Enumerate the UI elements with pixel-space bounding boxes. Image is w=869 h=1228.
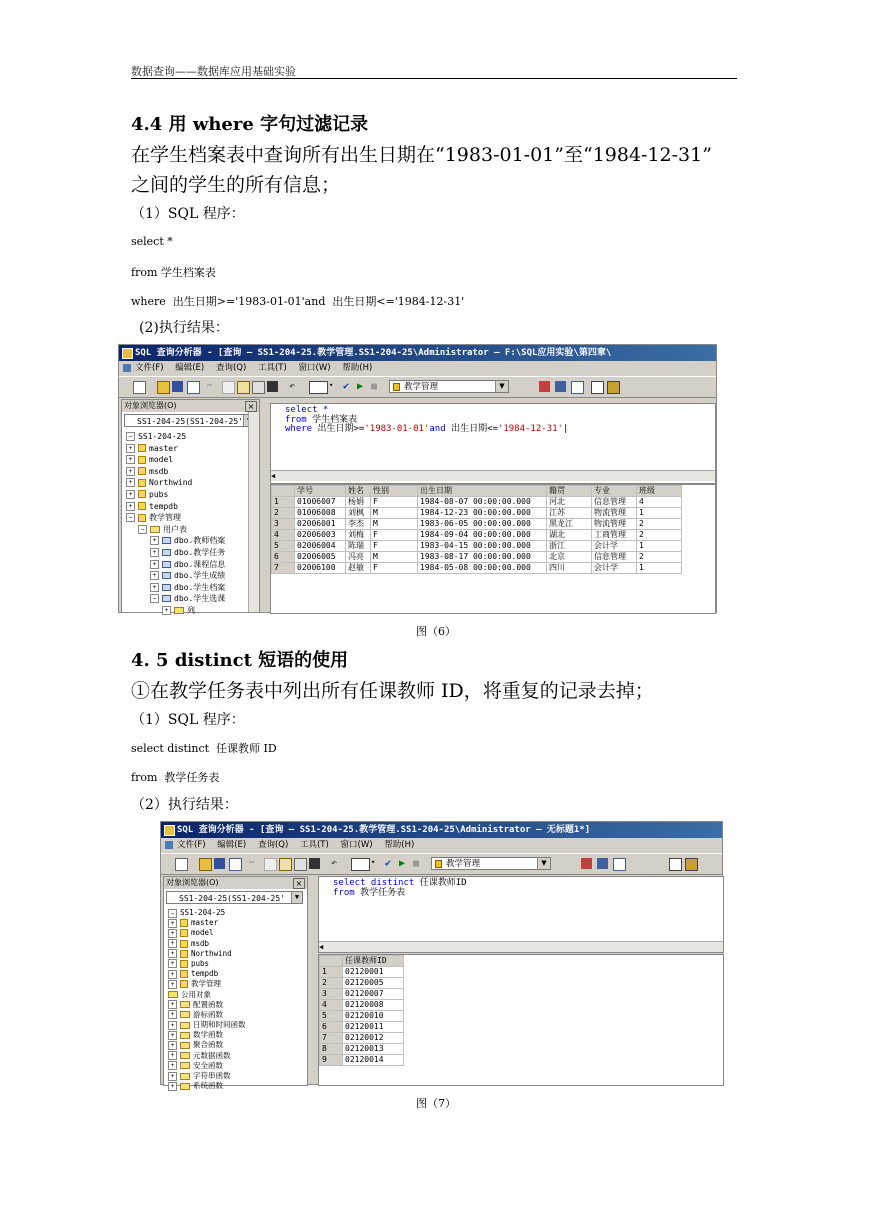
- sql-line: from 学生档案表: [131, 266, 216, 279]
- document-icon: [123, 364, 131, 372]
- grid-corner: [272, 486, 295, 497]
- section-4-5-description: ①在教学任务表中列出所有任课教师 ID，将重复的记录去掉；: [131, 680, 654, 702]
- section-4-4-description-line2: 之间的学生的所有信息；: [131, 174, 341, 196]
- menu-bar: [161, 838, 722, 852]
- row-number: 4: [320, 1000, 343, 1011]
- database-icon: [180, 960, 188, 968]
- cell[interactable]: 江苏: [547, 508, 592, 519]
- cell[interactable]: 1: [637, 563, 682, 574]
- tree-node-folder[interactable]: + 系统函数: [168, 1081, 246, 1091]
- tree-node-table[interactable]: + dbo.课程信息: [126, 559, 225, 571]
- menu-edit[interactable]: 编辑(E): [175, 363, 205, 373]
- window-title: SQL 查询分析器 - [查询 — SS1-204-25.教学管理.SS1-204-25\Administrator — F:\SQL应用实验\第四章\: [135, 348, 612, 358]
- folder-icon: [180, 1001, 190, 1008]
- folder-icon: [150, 526, 160, 533]
- column-header[interactable]: 姓名: [346, 486, 371, 497]
- cell[interactable]: 01006008: [295, 508, 346, 519]
- tree-node-folder[interactable]: + 数学函数: [168, 1030, 246, 1040]
- stop-icon[interactable]: ■: [413, 858, 420, 869]
- tree-node-database[interactable]: + tempdb: [168, 969, 246, 979]
- tree-node-table[interactable]: + dbo.学生档案: [126, 582, 225, 594]
- options-icon[interactable]: [669, 858, 682, 871]
- horizontal-scrollbar[interactable]: ◀: [271, 470, 715, 481]
- document-icon: [165, 841, 173, 849]
- cell[interactable]: 02006001: [295, 519, 346, 530]
- database-select[interactable]: [431, 857, 551, 870]
- copy-icon[interactable]: [264, 858, 277, 871]
- menu-edit[interactable]: 编辑(E): [217, 840, 247, 850]
- options-icon[interactable]: [591, 381, 604, 394]
- cell[interactable]: 刘梅: [346, 530, 371, 541]
- tree-node-database[interactable]: − 教学管理: [126, 512, 225, 524]
- cell[interactable]: 02120010: [343, 1011, 404, 1022]
- cell[interactable]: 02120008: [343, 1000, 404, 1011]
- tree-node-database[interactable]: + pubs: [126, 489, 225, 501]
- clear-window-icon[interactable]: [294, 858, 307, 871]
- figure-caption: 图（7）: [416, 1097, 456, 1110]
- table-row[interactable]: [272, 530, 682, 541]
- menu-tools[interactable]: 工具(T): [257, 363, 287, 373]
- row-number: 5: [272, 541, 295, 552]
- tree-node-database[interactable]: + Northwind: [168, 949, 246, 959]
- cell[interactable]: 工商管理: [592, 530, 637, 541]
- cell[interactable]: 02006004: [295, 541, 346, 552]
- database-select-value: 教学管理: [446, 859, 481, 869]
- chevron-down-icon[interactable]: ▾: [371, 858, 376, 866]
- cell[interactable]: 冯亮: [346, 552, 371, 563]
- horizontal-scrollbar[interactable]: ◀: [319, 941, 723, 952]
- folder-icon: [180, 1062, 190, 1069]
- cell[interactable]: F: [371, 541, 418, 552]
- cell[interactable]: 02120011: [343, 1022, 404, 1033]
- table-row[interactable]: [320, 1022, 404, 1033]
- cell[interactable]: 李杰: [346, 519, 371, 530]
- database-icon: [180, 970, 188, 978]
- cell[interactable]: 河北: [547, 497, 592, 508]
- tree-node-folder[interactable]: + 配置函数: [168, 1000, 246, 1010]
- code-text: 任课教师ID: [414, 878, 467, 888]
- menu-window[interactable]: 窗口(W): [298, 363, 331, 373]
- folder-icon: [168, 991, 178, 998]
- folder-icon: [180, 1052, 190, 1059]
- show-results-pane-icon[interactable]: [607, 381, 620, 394]
- column-header[interactable]: 专业: [592, 486, 637, 497]
- tree-node-database[interactable]: + model: [168, 928, 246, 938]
- query-editor[interactable]: select * from 学生档案表 where 出生日期>='1983-01-01'and 出生日期<='1984-12-31'| ◀: [270, 403, 716, 484]
- tree-node-server[interactable]: − SS1-204-25: [126, 431, 225, 443]
- chevron-down-icon[interactable]: ▼: [291, 892, 302, 903]
- tree-node-folder[interactable]: − 用户表: [126, 524, 225, 536]
- chevron-down-icon[interactable]: ▼: [537, 858, 550, 869]
- object-tree: [168, 908, 246, 1091]
- tree-node-table[interactable]: + dbo.学生成绩: [126, 570, 225, 582]
- toolbar: [119, 376, 716, 398]
- table-row[interactable]: [272, 541, 682, 552]
- row-number: 1: [272, 497, 295, 508]
- tree-node-folder[interactable]: + 日期和时间函数: [168, 1020, 246, 1030]
- table-row[interactable]: [272, 563, 682, 574]
- table-row[interactable]: [320, 989, 404, 1000]
- object-browser-header: [122, 400, 259, 412]
- row-number: 2: [272, 508, 295, 519]
- cell[interactable]: 02120001: [343, 967, 404, 978]
- sql-line: select distinct 任课教师 ID: [131, 742, 277, 755]
- cell[interactable]: 1983-06-05 00:00:00.000: [418, 519, 547, 530]
- database-icon: [138, 514, 146, 522]
- server-select-value: SS1-204-25(SS1-204-25': [179, 894, 285, 903]
- column-header[interactable]: 性别: [371, 486, 418, 497]
- server-select[interactable]: [124, 414, 255, 427]
- column-header[interactable]: 班级: [637, 486, 682, 497]
- database-icon: [180, 919, 188, 927]
- cell[interactable]: 4: [637, 497, 682, 508]
- section-heading-4-4: 4.4 用 where 字句过滤记录: [131, 114, 369, 135]
- clear-window-icon[interactable]: [252, 381, 265, 394]
- object-browser-header: [164, 877, 307, 889]
- cell[interactable]: 湖北: [547, 530, 592, 541]
- database-icon: [180, 950, 188, 958]
- display-plan-icon[interactable]: [539, 381, 550, 392]
- tree-node-folder[interactable]: + 列: [126, 605, 225, 617]
- tree-node-database[interactable]: + master: [168, 918, 246, 928]
- window-title: SQL 查询分析器 - [查询 — SS1-204-25.教学管理.SS1-204-25\Administrator — 无标题1*]: [177, 825, 591, 835]
- row-number: 6: [272, 552, 295, 563]
- table-row[interactable]: [272, 552, 682, 563]
- column-header[interactable]: 籍贯: [547, 486, 592, 497]
- menu-window[interactable]: 窗口(W): [340, 840, 373, 850]
- cell[interactable]: 陈瑞: [346, 541, 371, 552]
- cell[interactable]: M: [371, 519, 418, 530]
- code-keyword: and: [429, 424, 446, 434]
- sql-query-analyzer-window: [118, 344, 717, 613]
- code-string: '1984-12-31': [497, 424, 563, 434]
- grid-corner: [320, 956, 343, 967]
- sql-line: from 教学任务表: [131, 771, 220, 784]
- cell[interactable]: 02120014: [343, 1055, 404, 1066]
- row-number: 9: [320, 1055, 343, 1066]
- cell[interactable]: 1983-04-15 00:00:00.000: [418, 541, 547, 552]
- row-number: 5: [320, 1011, 343, 1022]
- cell[interactable]: 刘枫: [346, 508, 371, 519]
- close-icon[interactable]: ×: [293, 878, 305, 889]
- new-query-icon[interactable]: [175, 858, 188, 871]
- table-row[interactable]: [272, 497, 682, 508]
- section-4-4-description-line1: 在学生档案表中查询所有出生日期在“1983-01-01”至“1984-12-31”: [131, 144, 712, 166]
- save-icon[interactable]: [214, 858, 225, 869]
- table-icon: [162, 595, 171, 602]
- results-mode-icon[interactable]: [309, 381, 328, 394]
- tree-node-database[interactable]: + msdb: [168, 939, 246, 949]
- cell[interactable]: 02006100: [295, 563, 346, 574]
- code-line: select *: [285, 405, 329, 415]
- tree-node-server[interactable]: − SS1-204-25: [168, 908, 246, 918]
- object-browser-title: 对象浏览器(O): [166, 878, 219, 887]
- server-select[interactable]: [166, 891, 303, 904]
- database-icon: [180, 940, 188, 948]
- cell[interactable]: 02006003: [295, 530, 346, 541]
- execute-icon[interactable]: ▶: [357, 381, 364, 392]
- cell[interactable]: 物流管理: [592, 508, 637, 519]
- cell[interactable]: 杨娟: [346, 497, 371, 508]
- cell[interactable]: M: [371, 508, 418, 519]
- folder-icon: [180, 1022, 190, 1029]
- object-browser-icon[interactable]: [597, 858, 608, 869]
- row-number: 1: [320, 967, 343, 978]
- sql-line: select *: [131, 235, 173, 248]
- table-row[interactable]: [320, 1055, 404, 1066]
- row-number: 3: [272, 519, 295, 530]
- result-label: (2)执行结果：: [139, 320, 229, 336]
- database-icon: [138, 502, 146, 510]
- cell[interactable]: 1984-09-04 00:00:00.000: [418, 530, 547, 541]
- open-folder-icon[interactable]: [157, 381, 170, 394]
- row-number: 7: [272, 563, 295, 574]
- vertical-scrollbar[interactable]: [248, 412, 259, 612]
- cell[interactable]: 2: [637, 530, 682, 541]
- tree-node-database[interactable]: + model: [126, 454, 225, 466]
- display-plan-icon[interactable]: [581, 858, 592, 869]
- tree-node-database[interactable]: + msdb: [126, 466, 225, 478]
- cell[interactable]: 02120005: [343, 978, 404, 989]
- figure-caption: 图（6）: [416, 625, 456, 638]
- window-title-bar[interactable]: [161, 822, 722, 838]
- table-icon: [162, 561, 171, 568]
- sql-query-analyzer-window: [160, 821, 723, 1091]
- menu-file[interactable]: 文件(F): [177, 840, 206, 850]
- sql-program-label: （1）SQL 程序：: [131, 712, 245, 728]
- database-icon: [435, 860, 442, 868]
- stop-icon[interactable]: ■: [371, 381, 378, 392]
- tree-node-folder[interactable]: + 元数据函数: [168, 1051, 246, 1061]
- execute-icon[interactable]: ▶: [399, 858, 406, 869]
- tree-node-database[interactable]: + 教学管理: [168, 979, 246, 989]
- tree-node-folder[interactable]: + 聚合函数: [168, 1040, 246, 1050]
- database-icon: [138, 444, 146, 452]
- tree-node-table[interactable]: + dbo.教学任务: [126, 547, 225, 559]
- code-keyword: from: [333, 887, 355, 898]
- table-row[interactable]: [320, 1011, 404, 1022]
- cell[interactable]: 1984-05-08 00:00:00.000: [418, 563, 547, 574]
- object-search-icon[interactable]: [613, 858, 626, 871]
- results-mode-icon[interactable]: [351, 858, 370, 871]
- cell[interactable]: 1: [637, 508, 682, 519]
- paste-icon[interactable]: [279, 858, 292, 871]
- close-icon[interactable]: ×: [245, 401, 257, 412]
- table-row[interactable]: [320, 1033, 404, 1044]
- cell[interactable]: 信息管理: [592, 552, 637, 563]
- code-text: 教学任务表: [354, 887, 406, 898]
- sql-program-label: （1）SQL 程序：: [131, 206, 245, 222]
- tree-node-table[interactable]: − dbo.学生选课: [126, 593, 225, 605]
- undo-icon[interactable]: ↶: [289, 381, 296, 392]
- database-icon: [138, 490, 146, 498]
- folder-icon: [180, 1083, 190, 1090]
- database-select-value: 教学管理: [404, 382, 439, 392]
- object-browser-title: 对象浏览器(O): [124, 401, 177, 410]
- new-query-icon[interactable]: [133, 381, 146, 394]
- cell[interactable]: M: [371, 552, 418, 563]
- cell[interactable]: 物流管理: [592, 519, 637, 530]
- app-icon: [122, 348, 133, 359]
- section-heading-4-5: 4. 5 distinct 短语的使用: [131, 650, 349, 671]
- copy-icon[interactable]: [222, 381, 235, 394]
- cell[interactable]: 1984-08-07 00:00:00.000: [418, 497, 547, 508]
- database-icon: [138, 479, 146, 487]
- results-grid: [318, 954, 724, 1086]
- cell[interactable]: 北京: [547, 552, 592, 563]
- result-label: （2）执行结果：: [131, 797, 238, 813]
- cell[interactable]: 会计学: [592, 563, 637, 574]
- page-header: 数据查询——数据库应用基础实验: [131, 65, 296, 78]
- parse-check-icon[interactable]: ✔: [385, 858, 392, 869]
- window-title-bar[interactable]: [119, 345, 716, 361]
- table-row[interactable]: [320, 1044, 404, 1055]
- tree-node-folder[interactable]: + 字符串函数: [168, 1071, 246, 1081]
- cell[interactable]: F: [371, 530, 418, 541]
- object-browser-icon[interactable]: [555, 381, 566, 392]
- column-header[interactable]: 任课教师ID: [343, 956, 404, 967]
- menu-help[interactable]: 帮助(H): [342, 363, 373, 373]
- table-icon: [162, 537, 171, 544]
- menu-bar: [119, 361, 716, 375]
- code-line: from: [285, 414, 307, 425]
- cell[interactable]: F: [371, 563, 418, 574]
- column-header[interactable]: 学号: [295, 486, 346, 497]
- folder-icon: [180, 1011, 190, 1018]
- cut-icon[interactable]: ✂: [207, 381, 213, 391]
- table-row[interactable]: [320, 978, 404, 989]
- table-row[interactable]: [272, 519, 682, 530]
- database-icon: [180, 980, 188, 988]
- cell[interactable]: 1983-08-17 00:00:00.000: [418, 552, 547, 563]
- column-header[interactable]: 出生日期: [418, 486, 547, 497]
- cell[interactable]: 信息管理: [592, 497, 637, 508]
- cell[interactable]: 1984-12-23 00:00:00.000: [418, 508, 547, 519]
- cell[interactable]: 01006007: [295, 497, 346, 508]
- find-icon[interactable]: [267, 381, 278, 392]
- save-icon[interactable]: [172, 381, 183, 392]
- database-icon: [138, 467, 146, 475]
- code-text: 出生日期>=: [312, 424, 365, 434]
- tree-node-database[interactable]: + Northwind: [126, 477, 225, 489]
- code-keyword: select distinct: [333, 878, 415, 888]
- row-number: 6: [320, 1022, 343, 1033]
- table-icon: [162, 584, 171, 591]
- row-number: 4: [272, 530, 295, 541]
- cell[interactable]: 赵敏: [346, 563, 371, 574]
- menu-query[interactable]: 查询(Q): [215, 363, 247, 373]
- row-number: 7: [320, 1033, 343, 1044]
- object-tree: [126, 431, 225, 617]
- server-select-value: SS1-204-25(SS1-204-25': [137, 417, 243, 426]
- load-script-icon[interactable]: [187, 381, 200, 394]
- table-icon: [162, 549, 171, 556]
- row-number: 2: [320, 978, 343, 989]
- table-icon: [162, 572, 171, 579]
- tree-node-database[interactable]: + tempdb: [126, 501, 225, 513]
- cell[interactable]: 02006005: [295, 552, 346, 563]
- code-string: '1983-01-01': [364, 424, 430, 434]
- query-editor[interactable]: [318, 876, 724, 953]
- folder-icon: [180, 1032, 190, 1039]
- menu-help[interactable]: 帮助(H): [384, 840, 415, 850]
- database-select[interactable]: [389, 380, 509, 393]
- folder-icon: [174, 607, 184, 614]
- code-text: 出生日期<=: [445, 424, 498, 434]
- find-icon[interactable]: [309, 858, 320, 869]
- cell[interactable]: 2: [637, 552, 682, 563]
- cell[interactable]: 四川: [547, 563, 592, 574]
- object-browser-panel: [121, 399, 260, 613]
- cell[interactable]: 浙江: [547, 541, 592, 552]
- tree-node-folder[interactable]: 公用对象: [168, 990, 246, 1000]
- menu-tools[interactable]: 工具(T): [299, 840, 329, 850]
- database-icon: [138, 456, 146, 464]
- chevron-down-icon[interactable]: ▾: [329, 381, 334, 389]
- cell[interactable]: 2: [637, 519, 682, 530]
- menu-query[interactable]: 查询(Q): [257, 840, 289, 850]
- cell[interactable]: 02120007: [343, 989, 404, 1000]
- cut-icon[interactable]: ✂: [249, 858, 255, 868]
- app-icon: [164, 825, 175, 836]
- row-number: 8: [320, 1044, 343, 1055]
- object-browser-panel: [163, 876, 308, 1091]
- table-row[interactable]: [320, 967, 404, 978]
- tree-node-database[interactable]: + pubs: [168, 959, 246, 969]
- toolbar: [161, 853, 722, 875]
- database-icon: [180, 929, 188, 937]
- paste-icon[interactable]: [237, 381, 250, 394]
- table-row[interactable]: [272, 508, 682, 519]
- results-grid: [270, 484, 716, 614]
- tree-node-folder[interactable]: + 游标函数: [168, 1010, 246, 1020]
- tree-node-table[interactable]: + dbo.教师档案: [126, 535, 225, 547]
- object-search-icon[interactable]: [571, 381, 584, 394]
- sql-line: where 出生日期>='1983-01-01'and 出生日期<='1984-12-31': [131, 295, 465, 308]
- tree-node-database[interactable]: + master: [126, 443, 225, 455]
- open-folder-icon[interactable]: [199, 858, 212, 871]
- load-script-icon[interactable]: [229, 858, 242, 871]
- undo-icon[interactable]: ↶: [331, 858, 338, 869]
- cell[interactable]: 1: [637, 541, 682, 552]
- database-icon: [393, 383, 400, 391]
- menu-file[interactable]: 文件(F): [135, 363, 164, 373]
- show-results-pane-icon[interactable]: [685, 858, 698, 871]
- cell[interactable]: 02120013: [343, 1044, 404, 1055]
- code-keyword: where: [285, 424, 313, 434]
- cell[interactable]: 黑龙江: [547, 519, 592, 530]
- cell[interactable]: F: [371, 497, 418, 508]
- parse-check-icon[interactable]: ✔: [343, 381, 350, 392]
- folder-icon: [180, 1042, 190, 1049]
- code-line-rest: 学生档案表: [306, 414, 358, 425]
- cell[interactable]: 02120012: [343, 1033, 404, 1044]
- chevron-down-icon[interactable]: ▼: [495, 381, 508, 392]
- header-divider: [131, 78, 737, 79]
- cell[interactable]: 会计学: [592, 541, 637, 552]
- table-row[interactable]: [320, 1000, 404, 1011]
- row-number: 3: [320, 989, 343, 1000]
- tree-node-folder[interactable]: + 安全函数: [168, 1061, 246, 1071]
- folder-icon: [180, 1073, 190, 1080]
